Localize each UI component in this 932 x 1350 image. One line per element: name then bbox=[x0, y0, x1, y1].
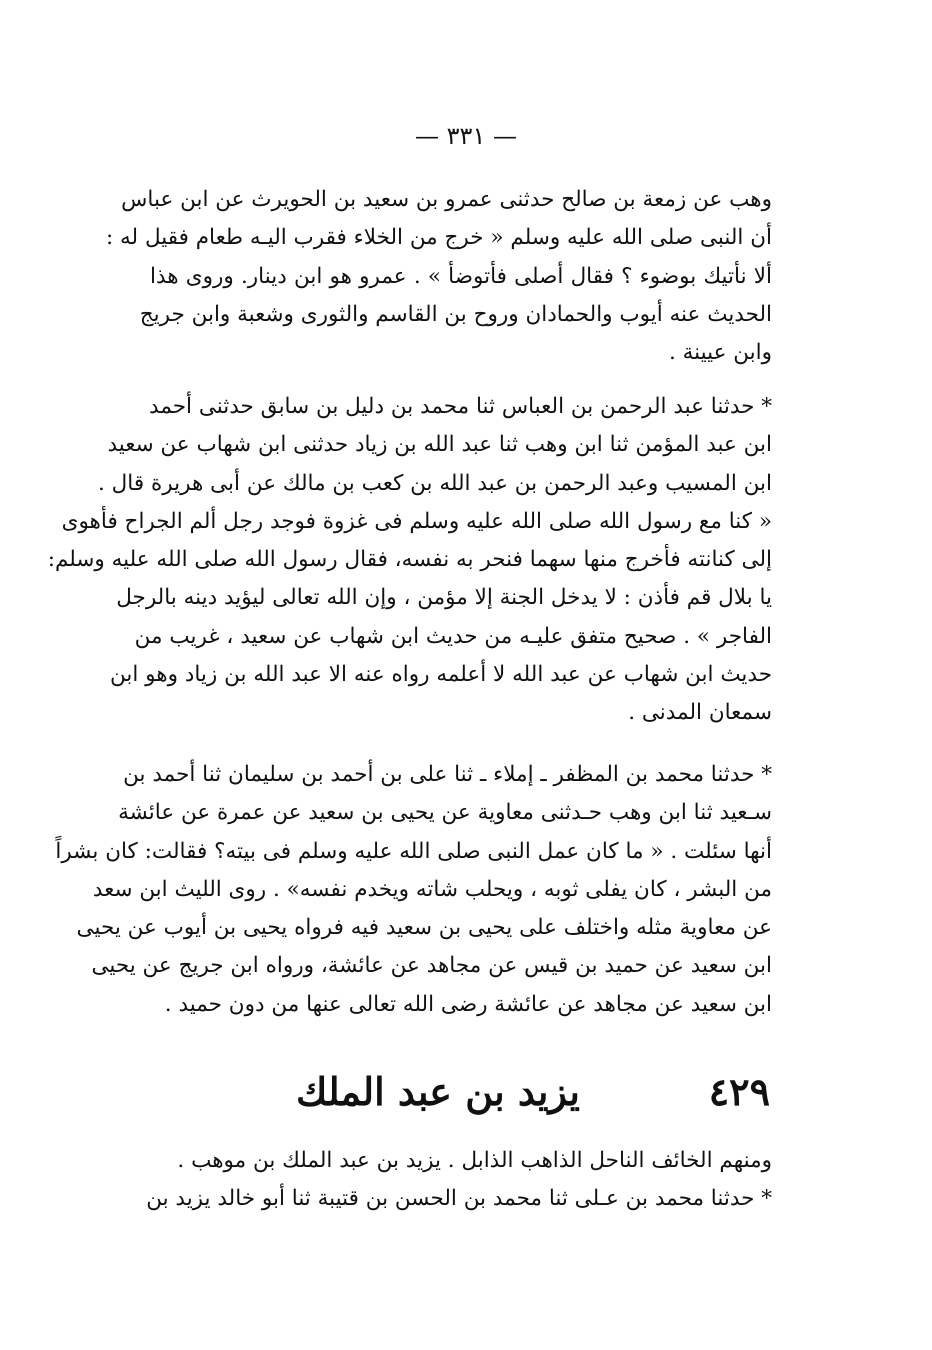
page-number: — ٣٣١ — bbox=[415, 122, 517, 150]
text-line: أنها سئلت . « ما كان عمل النبى صلى الله عليه وسلم فى بيته؟ فقالت: كان بشراً bbox=[55, 838, 772, 864]
text-line: * حدثنا محمد بن عـلى ثنا محمد بن الحسن بن قتيبة ثنا أبو خالد يزيد بن bbox=[146, 1186, 772, 1212]
text-line: ألا نأتيك بوضوء ؟ فقال أصلى فأتوضأ » . عمرو هو ابن دينار. وروى هذا bbox=[150, 263, 772, 289]
text-line: * حدثنا عبد الرحمن بن العباس ثنا محمد بن دليل بن سابق حدثنى أحمد bbox=[149, 394, 772, 419]
text-line: أن النبى صلى الله عليه وسلم « خرج من الخلاء فقرب اليـه طعام فقيل له : bbox=[105, 225, 772, 251]
text-line: الحديث عنه أيوب والحمادان وروح بن القاسم والثورى وشعبة وابن جريج bbox=[139, 301, 772, 327]
text-line: وهب عن زمعة بن صالح حدثنى عمرو بن سعيد بن الحويرث عن ابن عباس bbox=[121, 187, 772, 212]
text-line: ابن عبد المؤمن ثنا ابن وهب ثنا عبد الله بن زياد حدثنى ابن شهاب عن سعيد bbox=[107, 432, 772, 458]
section-heading bbox=[290, 1062, 770, 1122]
text-line: وابن عيينة . bbox=[668, 340, 772, 366]
text-line: « كنا مع رسول الله صلى الله عليه وسلم فى غزوة فوجد رجل ألم الجراح فأهوى bbox=[61, 508, 772, 534]
text-line: حديث ابن شهاب عن عبد الله لا أعلمه رواه عنه الا عبد الله بن زياد وهو ابن bbox=[109, 662, 772, 688]
paragraph-4 bbox=[146, 1142, 772, 1219]
text-line: ابن سعيد عن حميد بن قيس عن مجاهد عن عائشة، ورواه ابن جريج عن يحيى bbox=[91, 953, 772, 979]
text-line: من البشر ، كان يفلى ثوبه ، ويحلب شاته ويخدم نفسه» . روى الليث ابن سعد bbox=[92, 876, 772, 902]
text-line: ابن سعيد عن مجاهد عن عائشة رضى الله تعالى عنها من دون حميد . bbox=[164, 991, 772, 1017]
paragraph-1 bbox=[105, 181, 772, 372]
text-line: الفاجر » . صحيح متفق عليـه من حديث ابن شهاب عن سعيد ، غريب من bbox=[134, 623, 772, 649]
text-line: إلى كنانته فأخرج منها سهما فنحر به نفسه، فقال رسول الله صلى الله عليه وسلم: bbox=[47, 547, 772, 573]
text-line: سـعيد ثنا ابن وهب حـدثنى معاوية عن يحيى بن سعيد عن عمرة عن عائشة bbox=[118, 800, 772, 826]
paragraph-2 bbox=[47, 388, 772, 733]
text-line: يا بلال قم فأذن : لا يدخل الجنة إلا مؤمن ، وإن الله تعالى ليؤيد دينه بالرجل bbox=[116, 585, 772, 611]
text-line: سمعان المدنى . bbox=[628, 700, 772, 726]
text-line: ابن المسيب وعبد الرحمن بن عبد الله بن كعب بن مالك عن أبى هريرة قال . bbox=[98, 470, 772, 496]
paragraph-3 bbox=[55, 756, 772, 1024]
text-line: * حدثنا محمد بن المظفر ـ إملاء ـ ثنا على بن أحمد بن سليمان ثنا أحمد بن bbox=[123, 762, 772, 787]
text-line: عن معاوية مثله واختلف على يحيى بن سعيد فيه فرواه يحيى بن أيوب عن يحيى bbox=[76, 915, 772, 941]
section-title: يزيد بن عبد الملك bbox=[295, 1069, 580, 1114]
text-line: ومنهم الخائف الناحل الذاهب الذابل . يزيد بن عبد الملك بن موهب . bbox=[177, 1148, 772, 1173]
section-number: ٤٢٩ bbox=[708, 1069, 770, 1114]
